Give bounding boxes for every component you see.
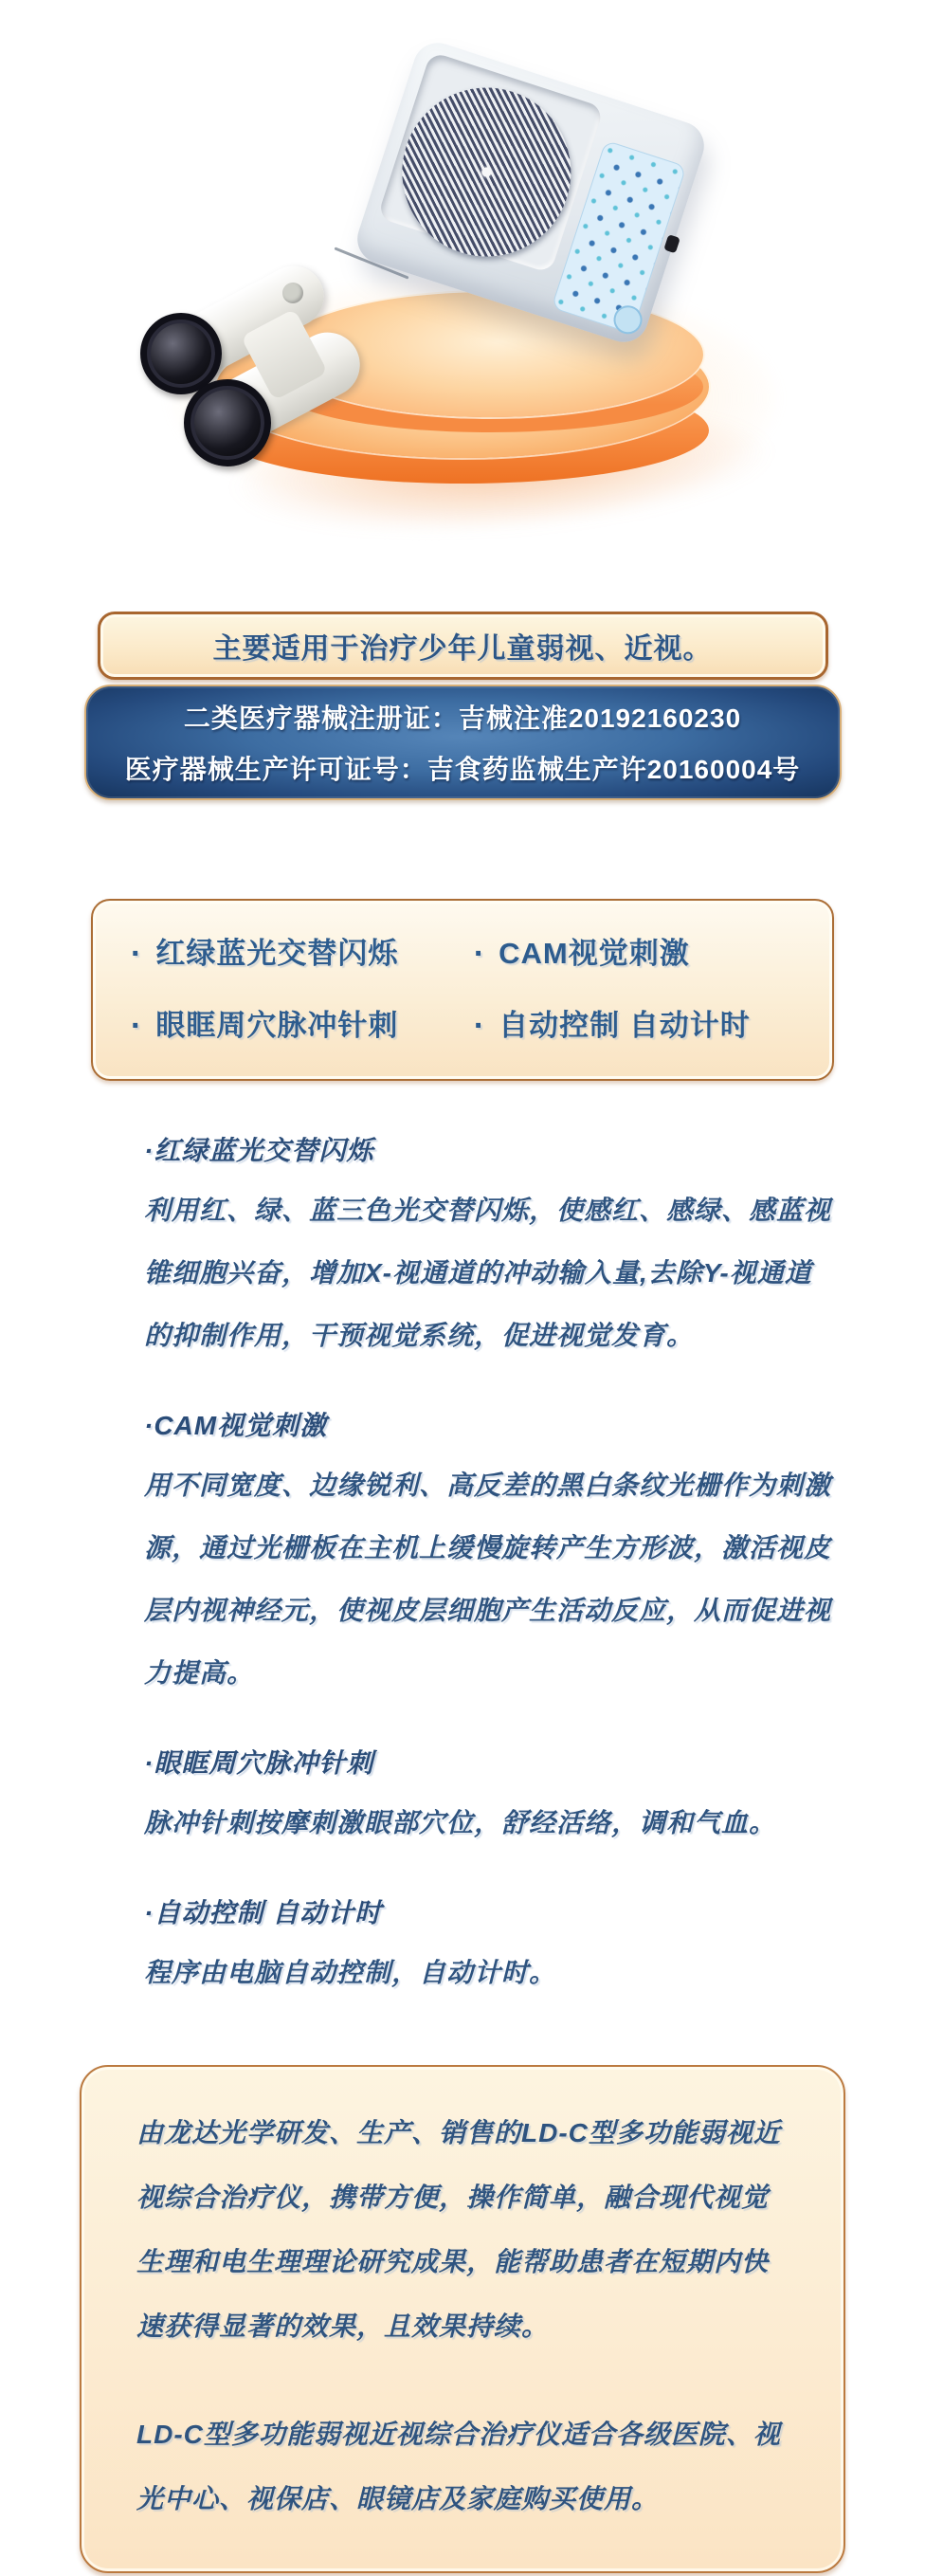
company-audience-paragraph: LD-C型多功能弱视近视综合治疗仪适合各级医院、视光中心、视保店、眼镜店及家庭购买使用。 xyxy=(136,2420,781,2513)
section-body: 脉冲针刺按摩刺激眼部穴位，舒经活络，调和气血。 xyxy=(144,1808,777,1837)
company-intro-paragraph: 由龙达光学研发、生产、销售的LD-C型多功能弱视近视综合治疗仪，携带方便，操作简单，融合现代视觉生理和电生理理论研究成果，能帮助患者在短期内快速获得显著的效果，且效果持续。 xyxy=(136,2118,781,2341)
feature-label: 自动控制 自动计时 xyxy=(499,1009,751,1042)
feature-label: 红绿蓝光交替闪烁 xyxy=(155,937,399,970)
feature-highlights-box xyxy=(91,899,834,1081)
section-cam-stimulation xyxy=(144,1409,834,1705)
feature-item-cam-stimulation xyxy=(474,925,794,982)
section-rgb-flicker xyxy=(144,1134,834,1367)
device-power-jack xyxy=(663,234,680,253)
binoculars-knob xyxy=(282,283,303,303)
section-body: 利用红、绿、蓝三色光交替闪烁，使感红、感绿、感蓝视锥细胞兴奋，增加X-视通道的冲动输入量,去除Y-视通道的抑制作用，干预视觉系统，促进视觉发育。 xyxy=(144,1196,832,1350)
usage-scope-text: 主要适用于治疗少年儿童弱视、近视。 xyxy=(212,633,713,665)
certification-banner xyxy=(84,685,842,800)
company-intro-box xyxy=(80,2065,845,2573)
production-license-line: 医疗器械生产许可证号：吉食药监械生产许20160004号 xyxy=(124,755,801,784)
section-pulse-acupuncture xyxy=(144,1746,834,1854)
bullet-icon: · xyxy=(473,1008,486,1044)
section-heading: ·红绿蓝光交替闪烁 xyxy=(144,1136,374,1165)
section-heading: ·CAM视觉刺激 xyxy=(144,1411,328,1440)
binocular-lens xyxy=(184,379,271,466)
section-auto-control xyxy=(144,1896,834,2004)
feature-detail-sections xyxy=(0,1081,925,2004)
feature-label: CAM视觉刺激 xyxy=(499,937,690,970)
product-hero xyxy=(0,0,925,593)
section-heading: ·眼眶周穴脉冲针刺 xyxy=(144,1748,374,1778)
feature-item-pulse-acupuncture xyxy=(131,997,474,1054)
bullet-icon: · xyxy=(131,1008,143,1044)
usage-scope-banner xyxy=(98,612,828,680)
feature-label: 眼眶周穴脉冲针刺 xyxy=(155,1009,399,1042)
bullet-icon: · xyxy=(473,936,486,972)
feature-item-auto-control xyxy=(474,997,794,1054)
section-heading: ·自动控制 自动计时 xyxy=(144,1898,383,1927)
section-body: 程序由电脑自动控制，自动计时。 xyxy=(144,1958,557,1987)
registration-cert-line: 二类医疗器械注册证：吉械注准20192160230 xyxy=(183,703,742,733)
feature-item-rgb-flicker xyxy=(131,925,474,982)
section-body: 用不同宽度、边缘锐利、高反差的黑白条纹光栅作为刺激源，通过光栅板在主机上缓慢旋转产生方形波，激活视皮层内视神经元，使视皮层细胞产生活动反应，从而促进视力提高。 xyxy=(144,1471,832,1688)
bullet-icon: · xyxy=(131,936,143,972)
training-binoculars-image xyxy=(133,237,389,460)
